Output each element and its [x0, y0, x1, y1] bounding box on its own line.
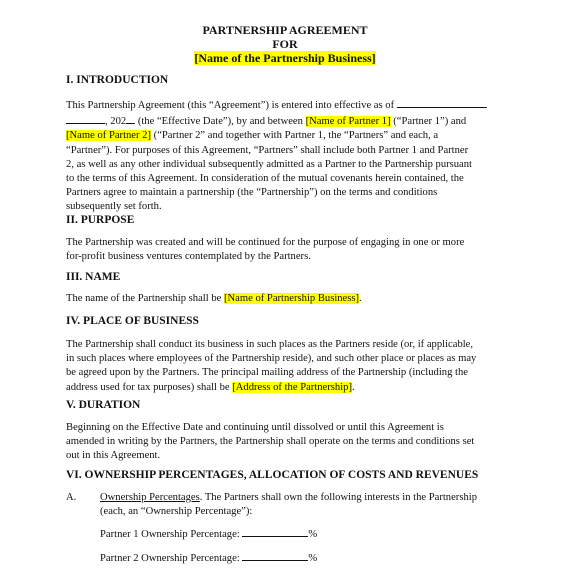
intro-line-7: Partners agree to maintain a partnership (the “Partnership”) on the terms and conditions [66, 187, 438, 199]
purpose-line-1: The Partnership was created and will be continued for the purpose of engaging in one or more [66, 237, 465, 248]
partner1-percentage-blank[interactable] [242, 526, 308, 537]
intro-line-3 [66, 129, 512, 143]
section-heading-duration: V. DURATION [66, 399, 141, 411]
partner2-percentage-blank[interactable] [242, 550, 308, 561]
effective-date-blank[interactable] [397, 97, 487, 108]
partner1-percentage-line [100, 526, 500, 542]
purpose-line-2: for-profit business ventures contemplated by the Partners. [66, 251, 311, 263]
partner1-placeholder[interactable]: [Name of Partner 1] [305, 116, 391, 128]
place-line-2: in such places where employees of the Partnership reside), and such other place or places as may [66, 353, 477, 365]
partner2-percentage-line [100, 550, 500, 566]
section-heading-place-of-business: IV. PLACE OF BUSINESS [66, 315, 199, 327]
ownership-a-line-1 [66, 491, 516, 505]
intro-line-1 [66, 97, 512, 113]
item-a-label: A. [66, 492, 77, 503]
intro-text: (“Partner 1”) and [390, 116, 467, 128]
percent-sign: % [308, 529, 318, 540]
partner1-percentage-label: Partner 1 Ownership Percentage: [100, 529, 240, 540]
name-text: The name of the Partnership shall be [66, 293, 224, 304]
section-heading-purpose: II. PURPOSE [66, 214, 135, 226]
section-heading-ownership: VI. OWNERSHIP PERCENTAGES, ALLOCATION OF COSTS AND REVENUES [66, 469, 479, 481]
ownership-a-line-2: (each, an “Ownership Percentage”): [100, 506, 253, 518]
intro-text: This Partnership Agreement (this “Agreement”) is entered into effective as of [66, 100, 397, 111]
ownership-text: . The Partners shall own the following interests in the Partnership [199, 492, 477, 503]
partner2-placeholder[interactable]: [Name of Partner 2] [66, 130, 152, 142]
place-text-end: . [351, 381, 355, 393]
intro-text: (the “Effective Date”), by and between [135, 116, 306, 128]
section-heading-name: III. NAME [66, 271, 121, 283]
name-text-end: . [359, 293, 362, 304]
intro-line-5: 2, as well as any other individual subsequently admitted as a Partner to the Partnership pursuant [66, 158, 473, 170]
section-heading-introduction: I. INTRODUCTION [66, 74, 169, 86]
document-title: PARTNERSHIP AGREEMENT [202, 23, 368, 37]
introduction-paragraph [66, 97, 512, 215]
partner1-percentage-row [100, 526, 500, 542]
intro-text: (“Partner 2” and together with Partner 1, the “Partners” and each, a [151, 130, 439, 142]
duration-paragraph [66, 421, 512, 464]
intro-line-8: subsequently set forth. [66, 201, 162, 213]
partnership-address-placeholder[interactable]: [Address of the Partnership] [232, 381, 352, 393]
partnership-business-name-placeholder[interactable]: [Name of Partnership Business] [223, 293, 360, 304]
place-line-3: be agreed upon by the Partners. The principal mailing address of the Partnership (including the [66, 367, 468, 379]
effective-date-day-blank[interactable] [66, 113, 105, 124]
place-line-1: The Partnership shall conduct its business in such places as the Partners reside (or, if applicable, [66, 339, 474, 350]
document-title-for: FOR [272, 37, 298, 51]
percent-sign: % [308, 553, 318, 564]
business-name-placeholder[interactable]: [Name of the Partnership Business] [194, 51, 376, 65]
business-name-line [0, 51, 570, 65]
intro-line-2 [66, 113, 512, 129]
duration-line-3: out in this Agreement. [66, 450, 161, 462]
place-line-4 [66, 381, 512, 395]
place-text: address used for tax purposes) shall be [66, 381, 233, 393]
intro-line-4: “Partner”). For purposes of this Agreement, “Partners” shall include both Partner 1 and Partner [66, 144, 469, 156]
place-of-business-paragraph [66, 338, 512, 395]
name-line-1 [66, 292, 512, 306]
intro-line-6: to the terms of this Agreement. In consideration of the mutual covenants herein contained, the [66, 173, 464, 185]
ownership-percentages-title: Ownership Percentages [100, 492, 200, 503]
ownership-item-a [66, 491, 516, 519]
name-paragraph [66, 292, 512, 306]
duration-line-2: amended in writing by the Partners, the Partnership shall operate on the terms and conditions set [66, 436, 475, 448]
year-blank[interactable] [126, 113, 135, 124]
intro-text: , 202 [105, 116, 127, 128]
duration-line-1: Beginning on the Effective Date and continuing until dissolved or until this Agreement is [66, 422, 444, 433]
partner2-percentage-label: Partner 2 Ownership Percentage: [100, 553, 240, 564]
purpose-paragraph [66, 236, 512, 264]
partner2-percentage-row [100, 550, 500, 566]
